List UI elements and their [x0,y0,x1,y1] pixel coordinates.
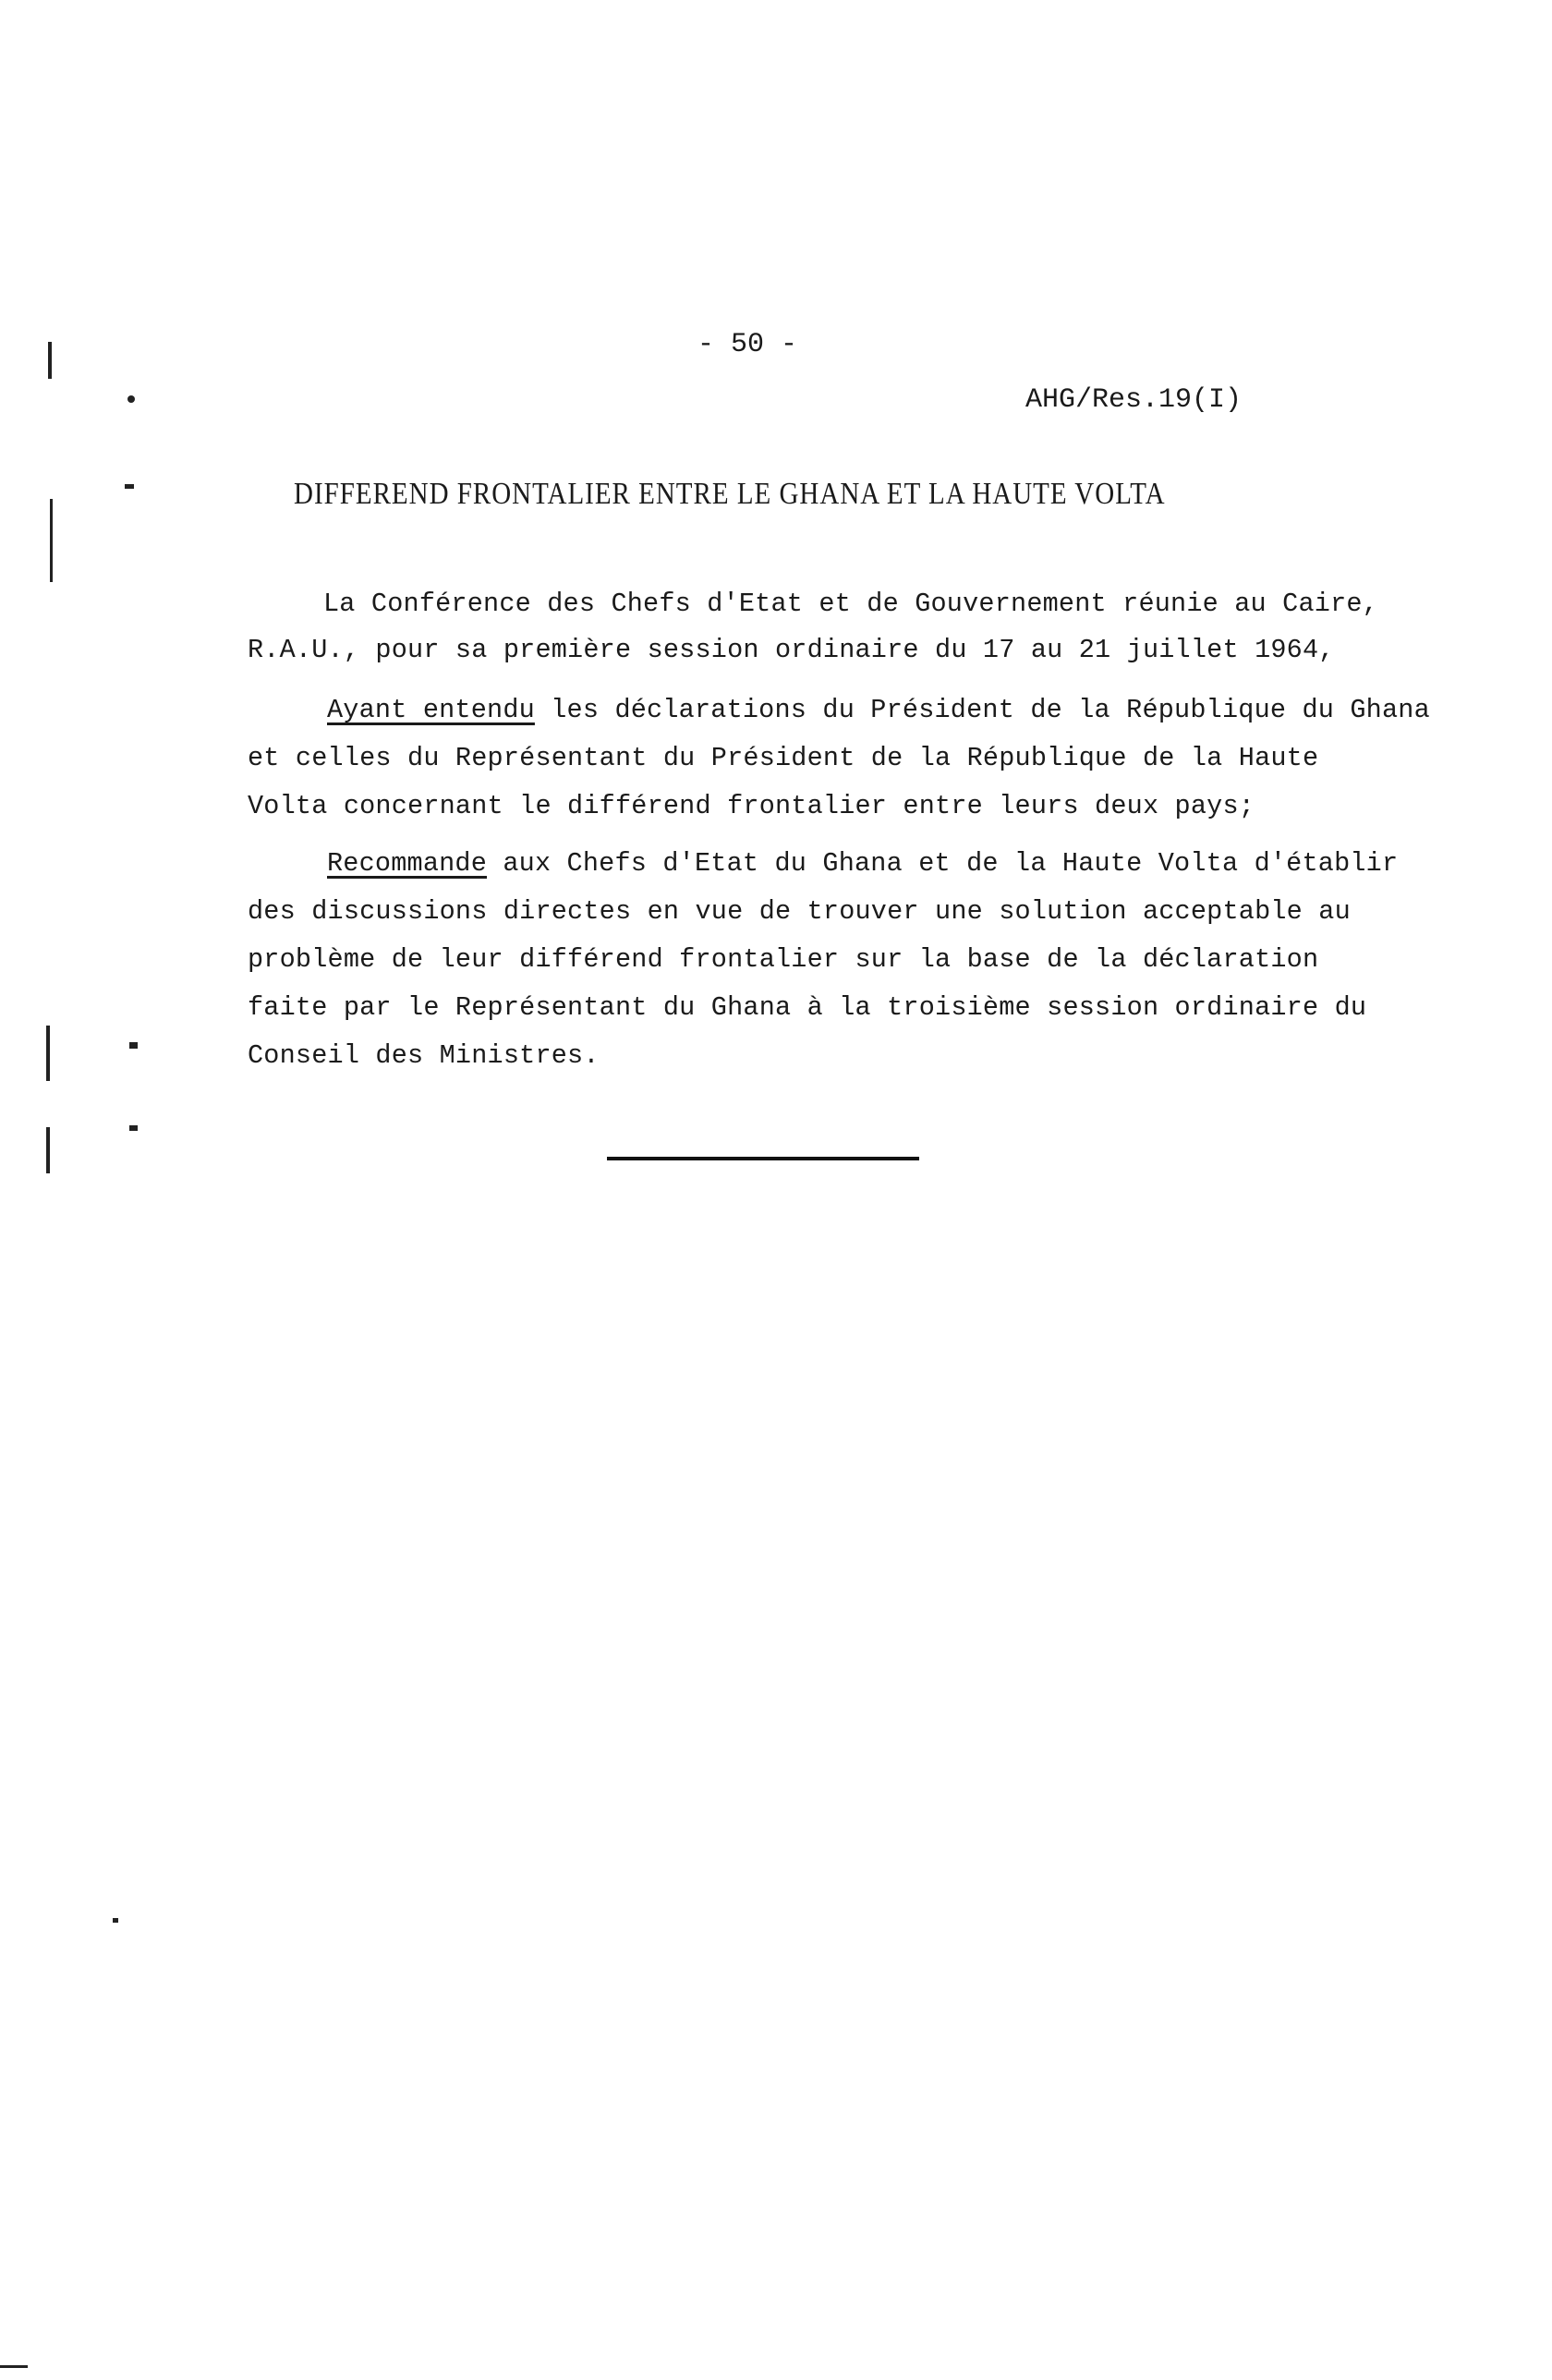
scan-mark [113,1918,118,1923]
text-line: et celles du Représentant du Président de la République de la Haute [248,743,1319,773]
scan-mark [50,499,53,582]
text-line: Volta concernant le différend frontalier entre leurs deux pays; [248,791,1255,821]
scan-mark [46,1127,50,1173]
scan-mark [0,2365,28,2368]
scan-mark [48,342,52,379]
scan-mark [127,395,135,403]
lead-phrase: Ayant entendu [327,695,535,725]
scan-mark [129,1042,138,1049]
text-line: faite par le Représentant du Ghana à la troisième session ordinaire du [248,992,1367,1023]
document-title: DIFFEREND FRONTALIER ENTRE LE GHANA ET LA HAUTE VOLTA [294,477,1166,511]
text-line: R.A.U., pour sa première session ordinaire du 17 au 21 juillet 1964, [248,635,1335,665]
scan-mark [125,484,134,489]
scan-mark [46,1026,50,1081]
text-line: La Conférence des Chefs d'Etat et de Gouvernement réunie au Caire, [323,589,1378,619]
text-line: des discussions directes en vue de trouver une solution acceptable au [248,896,1351,927]
closing-rule [607,1157,919,1160]
text-line: problème de leur différend frontalier sur la base de la déclaration [248,944,1319,975]
text-line: Conseil des Ministres. [248,1040,600,1071]
text-line: Recommande aux Chefs d'Etat du Ghana et de la Haute Volta d'établir [327,848,1399,879]
page-number: - 50 - [697,329,798,360]
resolution-reference: AHG/Res.19(I) [1025,384,1243,416]
lead-phrase: Recommande [327,848,488,879]
text-line: Ayant entendu les déclarations du Président de la République du Ghana [327,695,1430,725]
scan-mark [129,1125,138,1131]
